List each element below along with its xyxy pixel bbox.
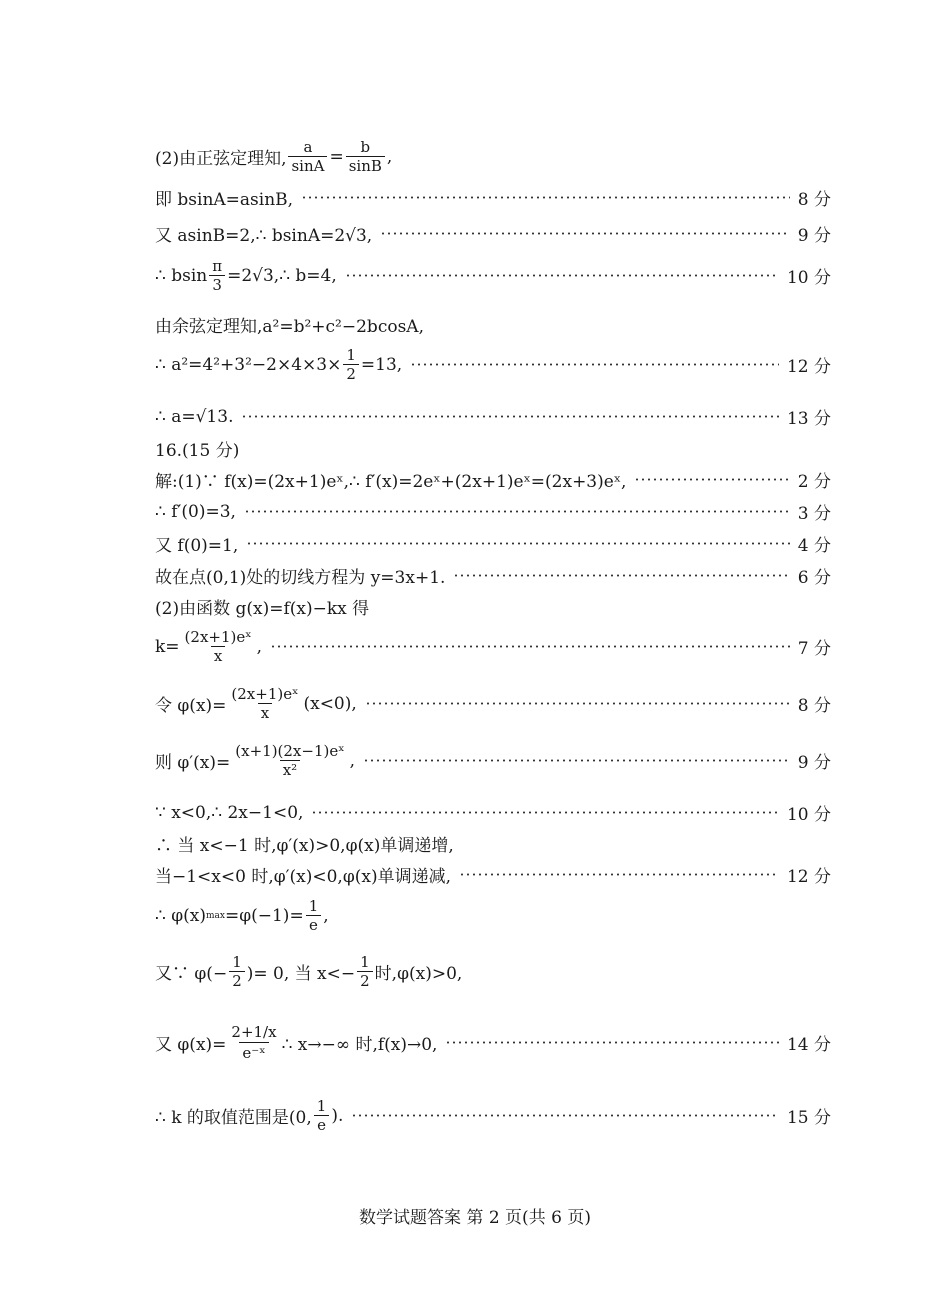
score: 12 分 [786,867,831,887]
score: 7 分 [797,639,831,659]
text: ∴ φ(x) [155,905,206,926]
fraction [314,1097,330,1134]
dot-leader [351,1114,779,1117]
dot-leader [459,873,779,876]
denominator: 2 [343,364,359,383]
numerator: (2x+1)eˣ [231,685,299,703]
score: 15 分 [786,1108,831,1128]
line-11 [155,531,831,556]
page-footer: 数学试题答案 第 2 页(共 6 页) [359,1208,591,1228]
text: 故在点(0,1)处的切线方程为 y=3x+1. [155,568,446,588]
text: ∴ 当 x<−1 时,φ′(x)>0,φ(x)单调递增, [155,836,454,856]
score: 13 分 [786,409,831,429]
score: 8 分 [797,696,831,716]
denominator: 2 [357,971,373,990]
denominator: x [211,646,225,665]
line-10 [155,499,831,524]
dot-leader [345,274,779,277]
numerator: 1 [346,346,356,364]
text: 又 φ(x)= [155,1035,227,1055]
dot-leader [410,363,779,366]
fraction [182,628,255,665]
fraction [228,1022,279,1063]
score: 4 分 [797,536,831,556]
score: 12 分 [786,357,831,377]
score: 14 分 [786,1035,831,1055]
dot-leader [244,510,790,513]
text: 当−1<x<0 时,φ′(x)<0,φ(x)单调递减, [155,867,451,887]
line-9 [155,467,831,492]
text: 则 φ′(x)= [155,753,231,773]
line-8 [155,436,831,461]
numerator: 1 [308,897,319,915]
text: ∴ a=√13. [155,406,234,427]
line-2 [155,185,831,210]
text: = [329,146,344,167]
dot-leader [311,811,779,814]
text: )= 0, 当 x<− [246,964,356,984]
line-17 [155,800,831,825]
fraction [357,953,373,990]
fraction [228,685,301,722]
dot-leader [445,1041,779,1044]
score: 3 分 [797,504,831,524]
text: ∴ a²=4²+3²−2×4×3× [155,354,342,375]
line-4 [155,257,831,294]
text: ∴ k 的取值范围是(0, [155,1108,312,1128]
dot-leader [365,702,790,705]
text: (2)由函数 g(x)=f(x)−kx 得 [155,599,370,619]
line-1 [155,138,831,175]
text: k= [155,636,180,657]
score: 10 分 [786,268,831,288]
numerator: 1 [232,953,242,971]
dot-leader [634,478,789,481]
line-19 [155,862,831,887]
line-20: ∴ φ(x) max =φ(−1)= $\frac{1}{e}$ , [155,897,329,934]
text: , [349,750,356,771]
line-13 [155,594,831,619]
text: , [323,905,329,926]
dot-leader [453,574,789,577]
line-6 [155,346,831,383]
text: 又∵ φ(− [155,964,228,984]
line-14 [155,628,831,665]
score: 10 分 [786,805,831,825]
text: ∴ bsin [155,265,208,286]
numerator: a [303,138,313,156]
line-15 [155,685,831,722]
text: =2√3,∴ b=4, [227,265,337,286]
score: 8 分 [797,190,831,210]
denominator: x [258,703,272,722]
denominator: 2 [229,971,245,990]
text: 解:(1)∵ f(x)=(2x+1)eˣ,∴ f′(x)=2eˣ+(2x+1)eˣ=(2x+3)eˣ, [155,472,627,492]
fraction [288,138,327,175]
denominator: e⁻ˣ [239,1042,268,1063]
line-5 [155,312,831,337]
numerator: 2+1/x [231,1023,277,1041]
line-18 [155,831,831,856]
denominator: sinA [288,156,327,175]
score: 6 分 [797,568,831,588]
text: ). [331,1105,344,1126]
denominator: 3 [209,275,225,294]
fraction [229,953,245,990]
question-heading: 16.(15 分) [155,441,240,461]
line-12 [155,563,831,588]
dot-leader [246,542,790,545]
text: , [386,146,393,167]
text: ∴ f′(0)=3, [155,501,236,522]
line-22 [155,1022,831,1063]
text: ∴ x→−∞ 时,f(x)→0, [281,1035,438,1055]
line-21 [155,953,831,990]
text: 又 f(0)=1, [155,536,239,556]
line-7 [155,404,831,429]
fraction [346,138,385,175]
dot-leader [301,196,790,199]
line-16 [155,742,831,779]
text: 由余弦定理知,a²=b²+c²−2bcosA, [155,317,424,337]
fraction [343,346,359,383]
dot-leader [363,759,790,762]
score: 9 分 [797,753,831,773]
denominator: e [314,1115,329,1134]
text: ∵ x<0,∴ 2x−1<0, [155,802,304,823]
line-3 [155,221,831,246]
text: 令 φ(x)= [155,696,227,716]
numerator: π [212,257,223,275]
text: =13, [360,354,403,375]
score: 9 分 [797,226,831,246]
text: (2)由正弦定理知, [155,149,287,169]
text: 时,φ(x)>0, [374,964,463,984]
text: =φ(−1)= [224,905,304,926]
numerator: 1 [316,1097,327,1115]
dot-leader [241,415,778,418]
denominator: e [306,915,321,934]
dot-leader [270,645,790,648]
denominator: sinB [346,156,385,175]
dot-leader [380,232,790,235]
numerator: b [360,138,371,156]
numerator: 1 [360,953,370,971]
text: 又 asinB=2,∴ bsinA=2√3, [155,226,373,246]
fraction [232,742,347,779]
text: 即 bsinA=asinB, [155,190,294,210]
numerator: (x+1)(2x−1)eˣ [235,742,345,760]
numerator: (2x+1)eˣ [184,628,252,646]
text: (x<0), [303,693,357,714]
fraction [209,257,225,294]
score: 2 分 [797,472,831,492]
text: , [256,636,263,657]
fraction [306,897,322,934]
line-23 [155,1097,831,1134]
denominator: x² [280,760,300,779]
